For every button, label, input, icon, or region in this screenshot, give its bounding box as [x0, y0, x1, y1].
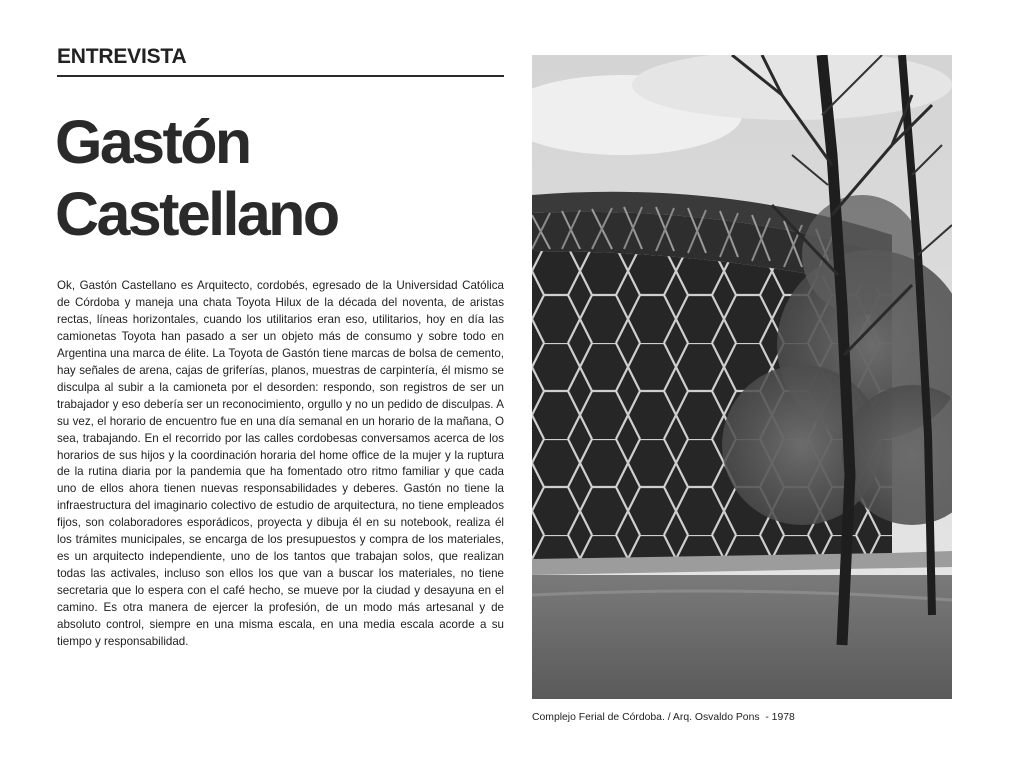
section-divider [57, 75, 504, 77]
photo-caption: Complejo Ferial de Córdoba. / Arq. Osvaldo Pons - 1978 [532, 712, 795, 723]
article-body: Ok, Gastón Castellano es Arquitecto, cordobés, egresado de la Universidad Católica de Córdoba y maneja una chata Toyota Hilux de la década del noventa, de aristas rectas, líneas horizontales, cuando los utilitarios eran eso, utilitarios, hoy en día las camionetas Toyota han pasado a ser un objeto más de consumo y sobre todo en Argentina una marca de élite. La Toyota de Gastón tiene marcas de bolsa de cemento, hay señales de arena, cajas de griferías, planos, muestras de carpintería, él mismo se disculpa al subir a la camioneta por el desorden: respondo, son registros de ser un trabajador y eso debería ser un reconocimiento, orgullo y no un pedido de disculpas. A su vez, el horario de encuentro fue en una día semanal en un horario de la mañana, O sea, trabajando. En el recorrido por las calles cordobesas conversamos acerca de los horarios de sus hijos y la coordinación horaria del home office de la mujer y la ruptura de la rutina diaria por la pandemia que ha fomentado otro ritmo familiar y que cada uno de ellos ahora tienen nuevas responsabilidades y deberes. Gastón no tiene la infraestructura del imaginario colectivo de estudio de arquitectura, no tiene empleados fijos, son colaboradores esporádicos, proyecta y dibuja él en su notebook, realiza él los trámites municipales, se encarga de los presupuestos y compra de los materiales, es un arquitecto independiente, uno de los tantos que trabajan solos, que realizan todas las activales, incluso son ellos los que van a buscar los materiales, no tiene secretaria que lo espera con el café hecho, se mueve por la ciudad y desayuna en el camino. Es otra manera de ejercer la profesión, de un modo más artesanal y de absoluto control, siempre en una misma escala, en una media escala acorde a su tiempo y responsabilidad. [57, 279, 504, 649]
article-title-line-1: Gastón [55, 108, 250, 176]
article-title-line-2: Castellano [55, 180, 338, 248]
building-photo [532, 55, 952, 699]
section-label: ENTREVISTA [57, 45, 187, 68]
article-title [55, 106, 338, 250]
